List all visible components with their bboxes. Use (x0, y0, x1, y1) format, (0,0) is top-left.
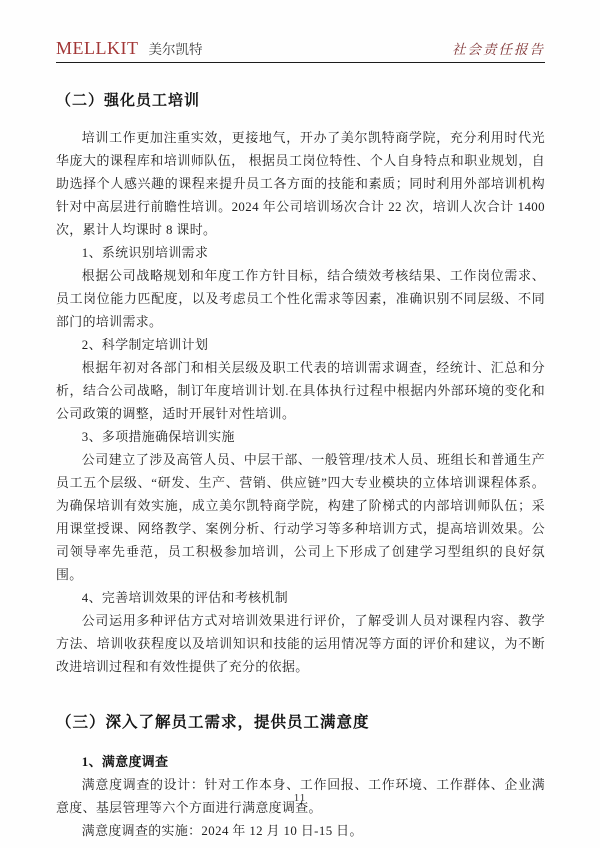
page-footer (0, 792, 600, 804)
paragraph-training-intro: 培训工作更加注重实效，更接地气，开办了美尔凯特商学院，充分利用时代光华庞大的课程库和培训师队伍， 根据员工岗位特性、个人自身特点和职业规划，自助选择个人感兴趣的课程来提升员工各方面的技能和素质；同时利用外部培训机构针对中高层进行前瞻性培训。2024 年公司培训场次合计 22 次，培训人次合计 1400 次，累计人均课时 8 课时。 (56, 131, 545, 237)
paragraph-implementation: 公司建立了涉及高管人员、中层干部、一般管理/技术人员、班组长和普通生产员工五个层级、“研发、生产、营销、供应链”四大专业模块的立体培训课程体系。为确保培训有效实施，成立美尔凯特商学院，构建了阶梯式的内部培训师队伍；采用课堂授课、网络教学、案例分析、行动学习等多种培训方式，提高培训效果。公司领导率先垂范，员工积极参加培训，公司上下形成了创建学习型组织的良好氛围。 (56, 453, 545, 582)
paragraph-identify-needs: 根据公司战略规划和年度工作方针目标，结合绩效考核结果、工作岗位需求、员工岗位能力匹配度，以及考虑员工个性化需求等因素，准确识别不同层级、不同部门的培训需求。 (56, 269, 545, 329)
subheading-identify-needs: 1、系统识别培训需求 (81, 246, 209, 260)
subheading-satisfaction-survey: 1、满意度调查 (81, 755, 169, 769)
page-content (0, 89, 600, 843)
company-name-cn: 美尔凯特 (148, 42, 203, 58)
paragraph-survey-schedule: 满意度调查的实施：2024 年 12 月 10 日-15 日。 (81, 824, 363, 838)
paragraph-survey-design: 满意度调查的设计：针对工作本身、工作回报、工作环境、工作群体、企业满意度、基层管理等六个方面进行满意度调查。 (56, 778, 545, 815)
subheading-implementation: 3、多项措施确保培训实施 (81, 430, 235, 444)
subheading-training-plan: 2、科学制定培训计划 (81, 338, 209, 352)
subheading-evaluation: 4、完善培训效果的评估和考核机制 (81, 591, 289, 605)
page-number: 11 (293, 792, 307, 804)
brand-lockup (56, 38, 202, 59)
paragraph-training-plan: 根据年初对各部门和相关层级及职工代表的培训需求调查，经统计、汇总和分析，结合公司战略，制订年度培训计划.在具体执行过程中根据内外部环境的变化和公司政策的调整，适时开展针对性培训。 (56, 361, 545, 421)
report-title: 社会责任报告 (452, 42, 545, 57)
page-header (56, 0, 545, 63)
section-heading-satisfaction: （三）深入了解员工需求，提供员工满意度 (56, 714, 370, 731)
paragraph-evaluation: 公司运用多种评估方式对培训效果进行评价，了解受训人员对课程内容、教学方法、培训收获程度以及培训知识和技能的运用情况等方面的评价和建议，为不断改进培训过程和有效性提供了充分的依据。 (56, 614, 545, 674)
company-logo-text: MELLKIT (56, 38, 139, 58)
section-heading-training: （二）强化员工培训 (56, 92, 201, 109)
